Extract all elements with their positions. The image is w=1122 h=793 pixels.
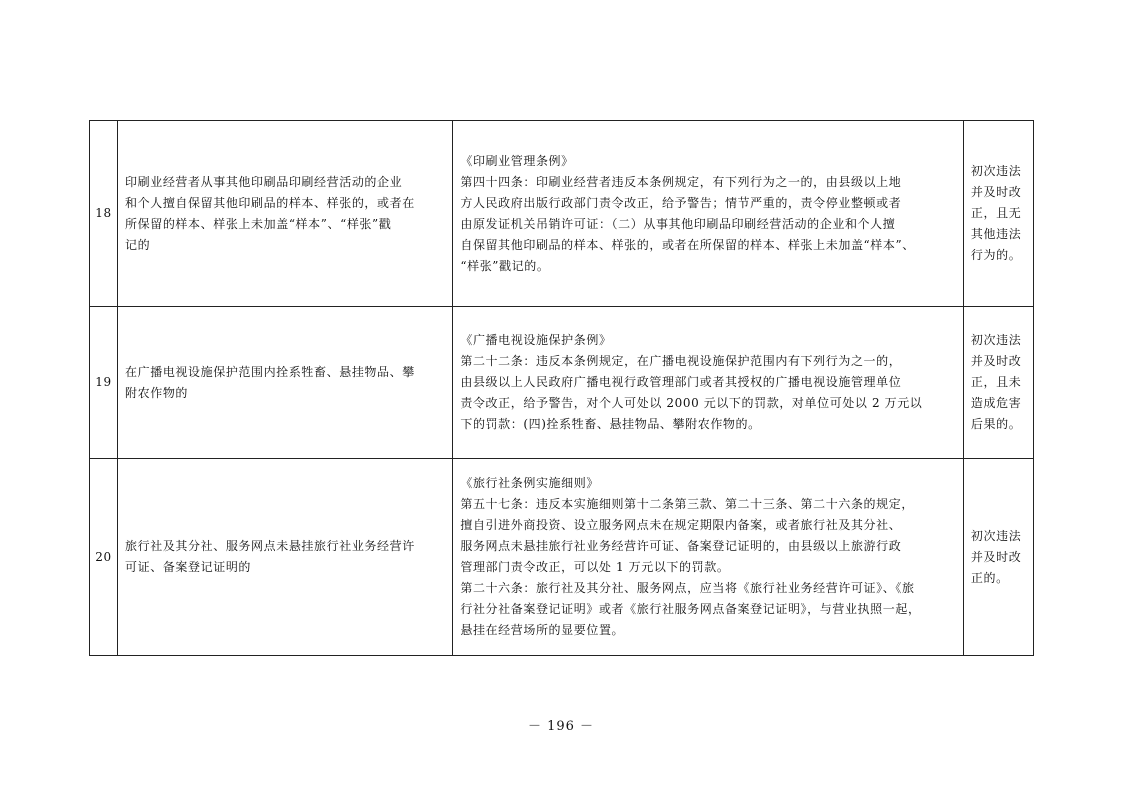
violation-conduct-cell: [118, 459, 453, 656]
basis-line: 责令改正，给予警告，对个人可处以 2000 元以下的罚款，对单位可处以 2 万元以: [460, 396, 923, 410]
basis-line: 方人民政府出版行政部门责令改正，给予警告；情节严重的，责令停业整顿或者: [460, 195, 902, 210]
basis-line: 由县级以上人民政府广播电视行政管理部门或者其授权的广播电视设施管理单位: [460, 375, 902, 389]
table-row: [90, 121, 1034, 307]
conduct-line: 所保留的样本、样张上未加盖“样本”、“样张”戳: [125, 216, 392, 231]
table-row: [90, 459, 1034, 656]
conduct-line: 可证、备案登记证明的: [125, 560, 252, 574]
basis-line: 《广播电视设施保护条例》: [460, 333, 612, 347]
basis-line: 自保留其他印刷品的样本、样张的，或者在所保留的样本、样张上未加盖“样本”、: [460, 237, 915, 252]
basis-line: 行社分社备案登记证明》或者《旅行社服务网点备案登记证明》，与营业执照一起，: [460, 602, 921, 616]
conduct-line: 记的: [125, 237, 151, 252]
condition-line: 造成危害: [970, 396, 1022, 410]
row-number: 20: [90, 459, 118, 656]
violation-conduct-cell: [118, 307, 453, 459]
legal-basis-cell: [453, 121, 964, 307]
conduct-line: 在广播电视设施保护范围内拴系牲畜、悬挂物品、攀: [125, 364, 415, 379]
condition-line: 其他违法: [970, 227, 1022, 241]
conduct-line: 印刷业经营者从事其他印刷品印刷经营活动的企业: [125, 174, 403, 189]
page-number: － 196 －: [527, 719, 595, 734]
basis-line: 《旅行社条例实施细则》: [460, 476, 599, 490]
basis-line: 第二十二条：违反本条例规定，在广播电视设施保护范围内有下列行为之一的，: [460, 354, 902, 368]
basis-line: 由原发证机关吊销许可证：（二）从事其他印刷品印刷经营活动的企业和个人擅: [460, 216, 896, 231]
legal-basis-cell: [453, 459, 964, 656]
basis-line: 管理部门责令改正，可以处 1 万元以下的罚款。: [460, 560, 730, 574]
conduct-line: 附农作物的: [125, 385, 189, 400]
exemption-condition-cell: [963, 121, 1033, 307]
condition-line: 行为的。: [970, 248, 1022, 262]
row-number: 19: [90, 307, 118, 459]
penalty-exemption-table: [89, 120, 1034, 656]
basis-line: 《印刷业管理条例》: [460, 153, 574, 168]
legal-basis-cell: [453, 307, 964, 459]
conduct-line: 和个人擅自保留其他印刷品的样本、样张的，或者在: [125, 195, 415, 210]
condition-line: 初次违法: [970, 528, 1022, 543]
row-number: 18: [90, 121, 118, 307]
condition-line: 并及时改: [970, 549, 1022, 564]
basis-line: 第二十六条：旅行社及其分社、服务网点，应当将《旅行社业务经营许可证》、《旅: [460, 581, 915, 595]
basis-line: 下的罚款：(四)拴系牲畜、悬挂物品、攀附农作物的。: [460, 417, 761, 431]
condition-line: 正的。: [970, 570, 1009, 585]
condition-line: 初次违法: [970, 164, 1022, 178]
conduct-line: 旅行社及其分社、服务网点未悬挂旅行社业务经营许: [125, 539, 415, 553]
basis-line: 第五十七条：违反本实施细则第十二条第三款、第二十三条、第二十六条的规定，: [460, 497, 914, 511]
condition-line: 初次违法: [970, 333, 1022, 347]
condition-line: 并及时改: [970, 354, 1022, 368]
violation-conduct-cell: [118, 121, 453, 307]
table-row: [90, 307, 1034, 459]
basis-line: “样张”戳记的。: [460, 258, 550, 273]
condition-line: 正，且无: [970, 206, 1022, 220]
condition-line: 正，且未: [970, 375, 1022, 389]
basis-line: 服务网点未悬挂旅行社业务经营许可证、备案登记证明的，由县级以上旅游行政: [460, 539, 902, 553]
basis-line: 擅自引进外商投资、设立服务网点未在规定期限内备案，或者旅行社及其分社、: [460, 518, 902, 532]
exemption-condition-cell: [963, 307, 1033, 459]
condition-line: 并及时改: [970, 185, 1022, 199]
exemption-condition-cell: [963, 459, 1033, 656]
condition-line: 后果的。: [970, 417, 1022, 431]
basis-line: 悬挂在经营场所的显要位置。: [460, 623, 625, 637]
basis-line: 第四十四条：印刷业经营者违反本条例规定，有下列行为之一的，由县级以上地: [460, 174, 902, 189]
